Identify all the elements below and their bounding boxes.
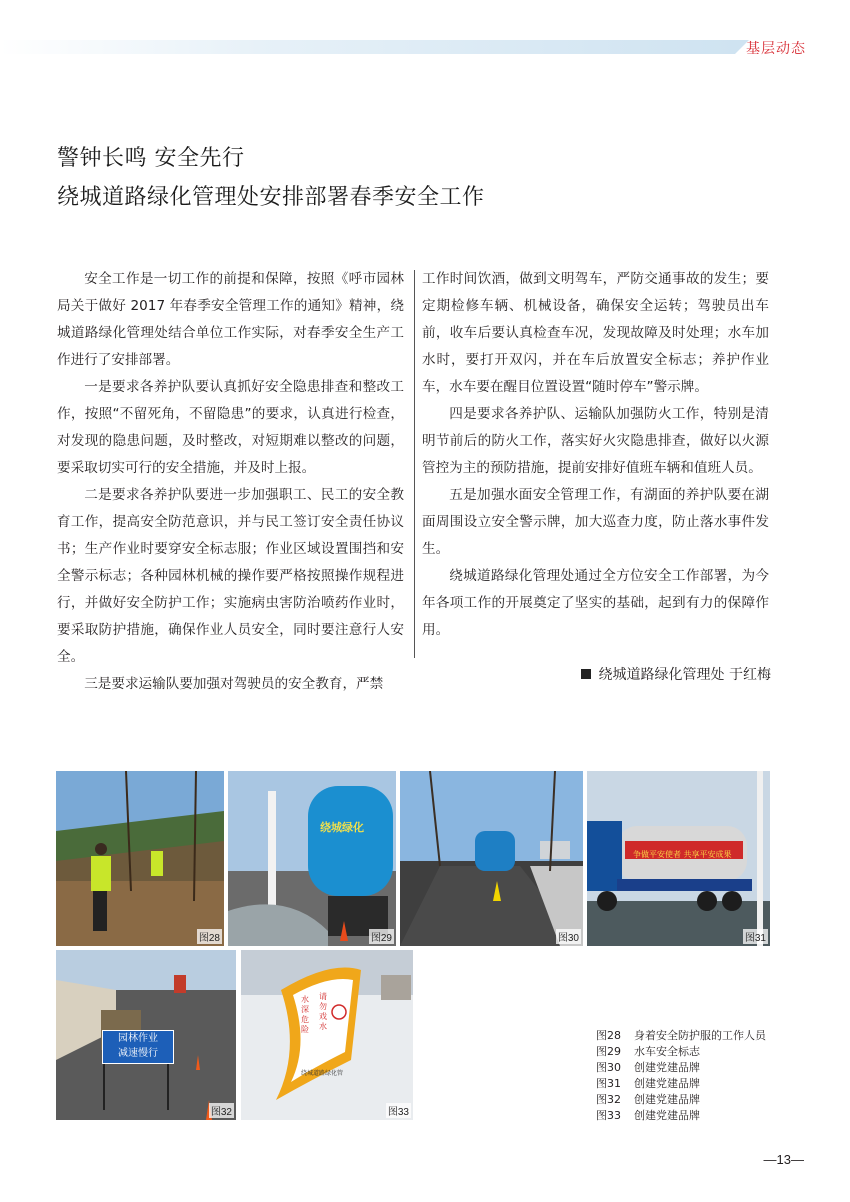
photo-31	[587, 771, 770, 946]
caption-text: 创建党建品牌	[634, 1077, 700, 1090]
body-column-right	[422, 266, 769, 644]
caption-number: 图28	[596, 1029, 621, 1042]
paragraph: 安全工作是一切工作的前提和保障，按照《呼市园林局关于做好 2017 年春季安全管理工作的通知》精神，绕城道路绿化管理处结合单位工作实际，对春季安全生产工作进行了安排部署。	[57, 271, 404, 368]
caption-text: 水车安全标志	[634, 1045, 700, 1058]
paragraph-continued: 工作时间饮酒，做到文明驾车，严防交通事故的发生；要定期检修车辆、机械设备，确保安全运转；驾驶员出车前，收车后要认真检查车况，发现故障及时处理；水车加水时，要打开双闪，并在车后放置安全标志；养护作业车，水车要在醒目位置设置“随时停车”警示牌。	[422, 271, 769, 395]
figure-label: 图31	[743, 929, 768, 944]
truck-banner: 争做平安使者 共享平安成果	[633, 850, 732, 859]
caption-number: 图29	[596, 1045, 621, 1058]
author-line	[581, 664, 771, 684]
caption-row	[596, 1044, 766, 1060]
work-zone-sign	[102, 1030, 174, 1064]
figure-label: 图32	[209, 1103, 234, 1118]
photo-29	[228, 771, 396, 946]
photo-33	[241, 950, 413, 1120]
page-number: —13—	[763, 1152, 804, 1167]
column-divider	[414, 270, 415, 658]
figure-label: 图33	[386, 1103, 411, 1118]
caption-number: 图33	[596, 1109, 621, 1122]
caption-row	[596, 1060, 766, 1076]
paragraph: 四是要求各养护队、运输队加强防火工作，特别是清明节前后的防火工作，落实好火灾隐患排查，做好以火源管控为主的预防措施，提前安排好值班车辆和值班人员。	[422, 406, 769, 476]
caption-row	[596, 1076, 766, 1092]
photo-32	[56, 950, 236, 1120]
sign-text-left: 水深危险	[301, 995, 309, 1034]
author-name: 绕城道路绿化管理处 于红梅	[598, 667, 771, 683]
work-zone-sign-line1: 园林作业	[118, 1033, 158, 1044]
work-zone-sign-line2: 减速慢行	[118, 1048, 158, 1059]
caption-row	[596, 1092, 766, 1108]
square-bullet-icon	[581, 669, 591, 679]
caption-text: 创建党建品牌	[634, 1061, 700, 1074]
article-title-line1: 警钟长鸣 安全先行	[57, 146, 245, 171]
photo-28	[56, 771, 224, 946]
figure-label: 图28	[197, 929, 222, 944]
sign-text-bottom: 绕城道路绿化管	[301, 1070, 344, 1077]
caption-number: 图31	[596, 1077, 621, 1090]
figure-label: 图30	[556, 929, 581, 944]
caption-text: 创建党建品牌	[634, 1109, 700, 1122]
figure-caption-list	[596, 1028, 766, 1124]
article-title-line2: 绕城道路绿化管理处安排部署春季安全工作	[57, 185, 485, 210]
paragraph: 一是要求各养护队要认真抓好安全隐患排查和整改工作，按照“不留死角，不留隐患”的要求，认真进行检查，对发现的隐患问题，及时整改，对短期难以整改的问题，要采取切实可行的安全措施，并及时上报。	[57, 379, 404, 476]
caption-number: 图30	[596, 1061, 621, 1074]
sign-text-right: 请勿戏水	[319, 992, 327, 1031]
figure-label: 图29	[369, 929, 394, 944]
caption-text: 创建党建品牌	[634, 1093, 700, 1106]
caption-number: 图32	[596, 1093, 621, 1106]
header-gradient-bar	[0, 40, 735, 54]
body-column-left	[57, 266, 404, 698]
section-tag: 基层动态	[746, 41, 806, 57]
paragraph: 三是要求运输队要加强对驾驶员的安全教育，严禁	[84, 676, 384, 692]
paragraph: 二是要求各养护队要进一步加强职工、民工的安全教育工作，提高安全防范意识，并与民工签订安全责任协议书；生产作业时要穿安全标志服；作业区域设置围挡和安全警示标志；各种园林机械的操作要严格按照操作规程进行，并做好安全防护工作；实施病虫害防治喷药作业时，要采取防护措施，确保作业人员安全，同时要注意行人安全。	[57, 487, 404, 665]
caption-row	[596, 1028, 766, 1044]
paragraph: 绕城道路绿化管理处通过全方位安全工作部署，为今年各项工作的开展奠定了坚实的基础，起到有力的保障作用。	[422, 568, 769, 638]
paragraph: 五是加强水面安全管理工作，有湖面的养护队要在湖面周围设立安全警示牌，加大巡查力度，防止落水事件发生。	[422, 487, 769, 557]
caption-text: 身着安全防护服的工作人员	[634, 1029, 766, 1042]
caption-row	[596, 1108, 766, 1124]
photo-30	[400, 771, 583, 946]
tank-text: 绕城绿化	[320, 821, 364, 834]
